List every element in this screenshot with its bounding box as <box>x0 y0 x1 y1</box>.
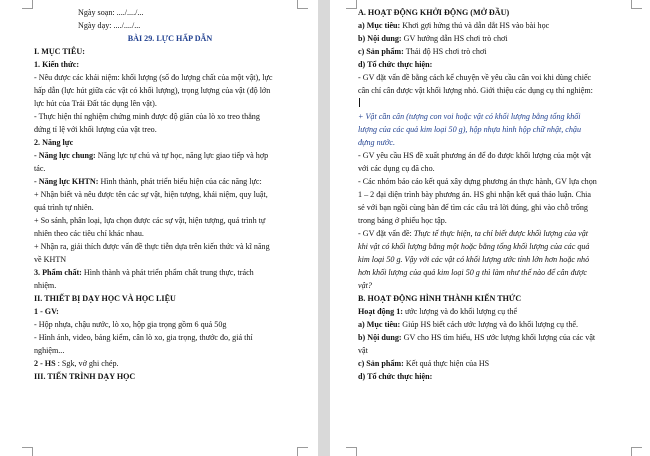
bold-lead: Hoạt động 1: <box>358 307 403 316</box>
line-rest: : Sgk, vở ghi chép. <box>55 359 119 368</box>
text-line: + Vật cần cân (tượng con voi hoặc vật có khối lượng bằng tổng khối <box>358 112 581 121</box>
text-line: kim loại 50 g. Vậy với các vật có khối lượng ước tính lớn hơn hoặc nhỏ <box>358 255 590 264</box>
text-line: - Nêu được các khái niệm: khối lượng (số đo lượng chất của một vật), lực <box>34 73 273 82</box>
text-line: - GV đặt vấn đề bằng cách kể chuyện về yêu cầu cân voi khi dùng chiếc <box>358 73 592 82</box>
text-line: với các dụng cụ đã cho. <box>358 164 435 173</box>
line-italic: Thực tế thực hiện, ta chỉ biết được khối lượng của vật <box>413 229 589 238</box>
margin-corner-bottom-right <box>631 447 642 456</box>
text-line: vật <box>358 346 368 355</box>
margin-corner-bottom-left <box>346 447 357 456</box>
line-rest: ước lượng và đo khối lượng cụ thể <box>402 307 518 316</box>
text-line <box>34 357 306 370</box>
text-line: khi vật có khối lượng bằng một hoặc bằng tổng khối lượng của các quả <box>358 242 590 251</box>
line-rest: GV cho HS tìm hiểu, HS ước lượng khối lượng của các vật <box>401 333 596 342</box>
text-line <box>34 175 306 188</box>
text-line <box>358 318 632 331</box>
margin-corner-top-right <box>631 0 642 9</box>
text-line: 1 - GV: <box>34 307 59 316</box>
text-line: B. HOẠT ĐỘNG HÌNH THÀNH KIẾN THỨC <box>358 294 522 303</box>
text-line: Ngày soạn: ..../..../... <box>78 8 144 17</box>
margin-corner-bottom-right <box>297 447 308 456</box>
line-rest: Giúp HS biết cách ước lượng và đo khối lượng cụ thể. <box>400 320 578 329</box>
text-line: - Hình ảnh, video, bảng kiểm, cân lò xo, gia trọng, thước đo, giá thí <box>34 333 253 342</box>
text-line: quá trình tự nhiên. <box>34 203 94 212</box>
text-line: nhiên theo các tiêu chí khác nhau. <box>34 229 144 238</box>
text-line: d) Tổ chức thực hiện: <box>358 372 433 381</box>
bold-lead: b) Nội dung: <box>358 333 402 342</box>
text-line: III. TIẾN TRÌNH DẠY HỌC <box>34 372 136 381</box>
text-line: lượng của các quả kim loại 50 g), hộp nhựa hình hộp chữ nhật, chậu <box>358 125 582 134</box>
text-line: A. HOẠT ĐỘNG KHỞI ĐỘNG (MỞ ĐẦU) <box>358 8 510 17</box>
line-rest: Thái độ HS chơi trò chơi <box>403 47 487 56</box>
text-line: I. MỤC TIÊU: <box>34 47 85 56</box>
bold-lead: 3. Phẩm chất: <box>34 268 82 277</box>
text-line <box>358 305 632 318</box>
margin-corner-top-left <box>22 0 33 9</box>
text-line <box>358 32 632 45</box>
line-lead: - GV đặt vấn đề: <box>358 229 414 238</box>
bold-lead: - Năng lực KHTN: <box>34 177 99 186</box>
text-line: đựng nước. <box>358 138 395 147</box>
text-line: + Nhận ra, giải thích được vấn đề thực tiễn dựa trên kiến thức và kĩ năng <box>34 242 270 251</box>
text-line: d) Tổ chức thực hiện: <box>358 60 433 69</box>
text-line: sẻ với bạn ngồi cùng bàn để tìm các câu trả lời đúng, ghi vào chỗ trống <box>358 203 588 212</box>
left-page-text[interactable] <box>34 6 306 383</box>
margin-corner-top-left <box>346 0 357 9</box>
margin-corner-bottom-left <box>22 447 33 456</box>
text-line <box>358 331 632 344</box>
text-line: + Nhận biết và nêu được tên các sự vật, hiện tượng, khái niệm, quy luật, <box>34 190 268 199</box>
text-line: 1. Kiến thức: <box>34 60 80 69</box>
text-line: II. THIẾT BỊ DẠY HỌC VÀ HỌC LIỆU <box>34 294 176 303</box>
bold-lead: c) Sản phẩm: <box>358 47 404 56</box>
right-page-text[interactable] <box>358 6 632 383</box>
bold-lead: - Năng lực chung: <box>34 151 96 160</box>
line-rest: GV hướng dẫn HS chơi trò chơi <box>401 34 508 43</box>
bold-lead: c) Sản phẩm: <box>358 359 404 368</box>
text-line <box>358 227 632 240</box>
bold-lead: 2 - HS <box>34 359 56 368</box>
line-rest: Khơi gợi hứng thú và dẫn dắt HS vào bài học <box>400 21 550 30</box>
line-rest: Năng lực tự chủ và tự học, năng lực giao tiếp và hợp <box>95 151 269 160</box>
text-line: 2. Năng lực <box>34 138 74 147</box>
bold-lead: a) Mục tiêu: <box>358 21 401 30</box>
text-line: hấp dẫn (lực hút giữa các vật có khối lượng), trọng lượng của vật (độ lớn <box>34 86 271 95</box>
line-rest: Hình thành, phát triển biểu hiện của các năng lực: <box>98 177 262 186</box>
text-line: - GV yêu cầu HS đề xuất phương án để đo được khối lượng của một vật <box>358 151 592 160</box>
text-line <box>358 45 632 58</box>
text-line: - Thực hiện thí nghiệm chứng minh được độ giãn của lò xo treo thẳng <box>34 112 260 121</box>
text-line: 1 – 2 đại diện trình bày phương án. HS ghi nhận kết quả thảo luận. Chia <box>358 190 592 199</box>
text-line: + So sánh, phân loại, lựa chọn được các sự vật, hiện tượng, quá trình tự <box>34 216 266 225</box>
bold-lead: b) Nội dung: <box>358 34 402 43</box>
text-line: vật? <box>358 281 372 290</box>
line-rest: Hình thành và phát triển phẩm chất trung thực, trách <box>81 268 254 277</box>
text-line: Ngày dạy: ..../..../... <box>78 21 141 30</box>
bold-lead: a) Mục tiêu: <box>358 320 401 329</box>
text-line: cân chỉ cân được vật khối lượng nhỏ. Giới thiệu các dụng cụ thí nghiệm: <box>358 86 593 95</box>
text-line <box>358 19 632 32</box>
text-line: về KHTN <box>34 255 67 264</box>
text-line: - Hộp nhựa, chậu nước, lò xo, hộp gia trọng gồm 6 quả 50g <box>34 320 227 329</box>
text-line: lực hút của Trái Đất tác dụng lên vật). <box>34 99 157 108</box>
text-line: tác. <box>34 164 46 173</box>
line-rest: Kết quả thực hiện của HS <box>403 359 490 368</box>
text-line: nhiệm. <box>34 281 57 290</box>
text-line: nghiệm... <box>34 346 65 355</box>
text-line: BÀI 29. LỰC HẤP DẪN <box>127 34 213 43</box>
document-page-left <box>0 0 318 456</box>
text-line: đứng tỉ lệ với khối lượng của vật treo. <box>34 125 157 134</box>
document-page-right <box>330 0 650 456</box>
text-line <box>358 357 632 370</box>
text-line <box>34 266 306 279</box>
text-line <box>34 149 306 162</box>
text-line: trong bảng ở phiếu học tập. <box>358 216 447 225</box>
text-line: hơn khối lượng của quả kim loại 50 g thì làm như thế nào để cân được <box>358 268 587 277</box>
text-line <box>359 98 360 107</box>
text-line: - Các nhóm báo cáo kết quả xây dựng phương án thực hành, GV lựa chọn <box>358 177 597 186</box>
